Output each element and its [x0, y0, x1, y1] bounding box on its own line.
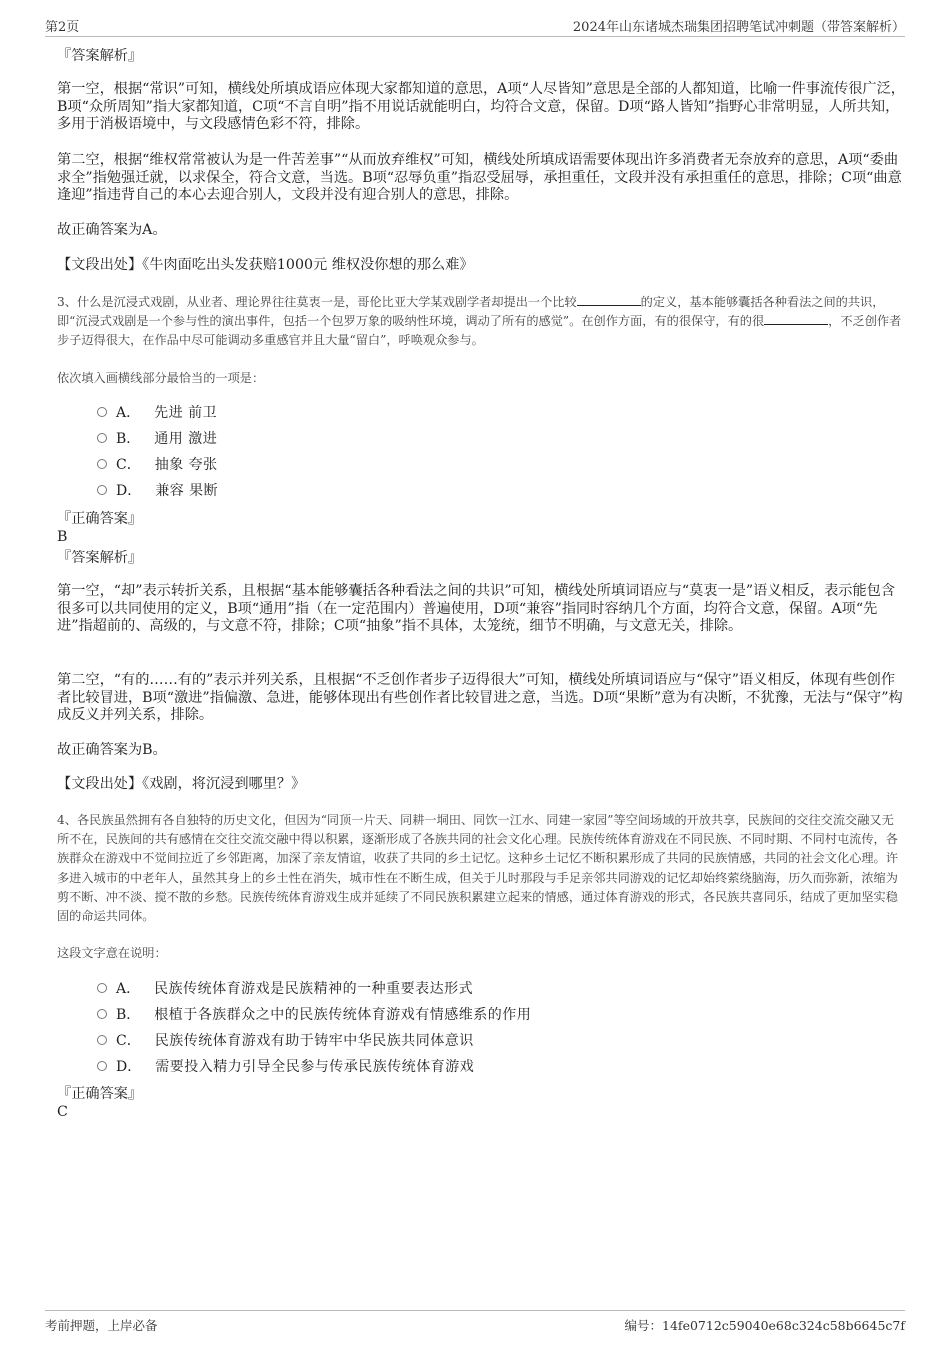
q3-option-a[interactable]: A． 先进 前卫 [97, 404, 217, 422]
radio-icon[interactable] [97, 1061, 107, 1071]
footer-code [625, 1316, 905, 1334]
q3-option-b[interactable]: B． 通用 激进 [97, 430, 217, 448]
radio-icon[interactable] [97, 407, 107, 417]
page-header [45, 14, 905, 37]
q3-stem-part1: 3、什么是沉浸式戏剧，从业者、理论界往往莫衷一是，哥伦比亚大学某戏剧学者却提出一个比较 [57, 295, 577, 309]
q2-analysis-para2: 第二空，根据“维权常常被认为是一件苦差事”“从而放弃维权”可知，横线处所填成语需要体现出许多消费者无奈放弃的意思，A项“委曲求全”指勉强迁就，以求保全，符合文意，当选。B项“忍辱负重”指忍受屈辱，承担重任，文段并没有承担重任的意思，排除；C项“曲意逢迎”指违背自己的本心去迎合别人，文段并没有迎合别人的意思，排除。 [57, 152, 902, 203]
q4-option-b[interactable]: B． 根植于各族群众之中的民族传统体育游戏有情感维系的作用 [97, 1006, 531, 1024]
q3-option-c[interactable]: C． 抽象 夸张 [97, 456, 218, 474]
q3-blank-1 [577, 293, 641, 306]
radio-icon[interactable] [97, 459, 107, 469]
q3-correct-answer: B [57, 529, 68, 545]
q2-conclusion: 故正确答案为A。 [57, 222, 167, 238]
q4-option-c[interactable]: C． 民族传统体育游戏有助于铸牢中华民族共同体意识 [97, 1032, 474, 1050]
page-footer [45, 1310, 905, 1337]
q3-option-d[interactable]: D． 兼容 果断 [97, 482, 218, 500]
q3-stem-part3: ，不乏创作者步子迈得很大，在作品中尽可能调动多重感官并且大量“留白”，呼唤观众参与。 [57, 314, 902, 348]
radio-icon[interactable] [97, 1035, 107, 1045]
radio-icon[interactable] [97, 983, 107, 993]
radio-icon[interactable] [97, 433, 107, 443]
q4-option-a[interactable]: A． 民族传统体育游戏是民族精神的一种重要表达形式 [97, 980, 473, 998]
q3-blank-2 [764, 312, 828, 325]
page-number: 第2页 [45, 20, 80, 35]
footer-code-label: 编号： [624, 1318, 663, 1333]
q3-source: 【文段出处】《戏剧，将沉浸到哪里？》 [57, 776, 306, 792]
footer-slogan: 考前押题，上岸必备 [45, 1318, 158, 1333]
radio-icon[interactable] [97, 485, 107, 495]
q3-analysis-para1: 第一空，“却”表示转折关系，且根据“基本能够囊括各种看法之间的共识”可知，横线处所填词语应与“莫衷一是”语义相反，表示能包含很多可以共同使用的定义，B项“通用”指（在一定范围内）普遍使用，D项“兼容”指同时容纳几个方面，均符合文意，保留。A项“先进”指超前的、高级的，与文意不符，排除；C项“抽象”指不具体，太笼统，细节不明确，与文意无关，排除。 [57, 583, 896, 634]
q3-stem [57, 293, 905, 351]
q2-analysis-para1: 第一空，根据“常识”可知，横线处所填成语应体现大家都知道的意思，A项“人尽皆知”意思是全部的人都知道，比喻一件事流传很广泛，B项“众所周知”指大家都知道，C项“不言自明”指不用说话就能明白，均符合文意，保留。D项“路人皆知”指野心非常明显，人所共知，多用于消极语境中，与文段感情色彩不符，排除。 [57, 81, 905, 132]
q3-analysis-para2: 第二空，“有的……有的”表示并列关系，且根据“不乏创作者步子迈得很大”可知，横线处所填词语应与“保守”语义相反，体现有些创作者比较冒进，B项“激进”指偏激、急进，能够体现出有些创作者比较冒进之意，当选。D项“果断”意为有决断，不犹豫，无法与“保守”构成反义并列关系，排除。 [57, 672, 903, 723]
q3-analysis-label: 『答案解析』 [57, 550, 143, 566]
q2-analysis-label: 『答案解析』 [57, 48, 143, 64]
q4-prompt: 这段文字意在说明： [57, 946, 167, 960]
q3-prompt: 依次填入画横线部分最恰当的一项是： [57, 371, 265, 385]
q4-stem: 4、各民族虽然拥有各自独特的历史文化，但因为“同顶一片天、同耕一垌田、同饮一江水、同建一家园”等空间场域的开放共享，民族间的交往交流交融又无所不在，民族间的共有感情在交往交流交融中得以积累，逐渐形成了各族共同的社会文化心理。民族传统体育游戏在不同民族、不同时期、不同村屯流传，各族群众在游戏中不觉间拉近了乡邻距离，加深了亲友情谊，收获了共同的乡土记忆。这种乡土记忆不断积累形成了共同的民族情感，共同的社会文化心理。许多进入城市的中老年人，虽然其身上的乡土性在消失，城市性在不断生成，但关于儿时那段与手足亲邻共同游戏的记忆却始终萦绕脑海，历久而弥新，浓缩为剪不断、冲不淡、搅不散的乡愁。民族传统体育游戏生成并延续了不同民族积累建立起来的情感，通过体育游戏的形式，各民族共喜同乐，结成了更加坚实稳固的命运共同体。 [57, 813, 898, 924]
document-title: 2024年山东诸城杰瑞集团招聘笔试冲刺题（带答案解析） [572, 20, 905, 35]
q3-stem-part2: 的定义，基本能够囊括各种看法之间的共识，即“沉浸式戏剧是一个参与性的演出事件，包括一个包罗万象的吸纳性环境，调动了所有的感觉”。在创作方面，有的很保守，有的很 [57, 295, 885, 329]
q3-correct-label: 『正确答案』 [57, 511, 143, 527]
radio-icon[interactable] [97, 1009, 107, 1019]
q3-conclusion: 故正确答案为B。 [57, 742, 167, 758]
footer-code-value: 14fe0712c59040e68c324c58b6645c7f [662, 1318, 905, 1333]
q2-source: 【文段出处】《牛肉面吃出头发获赔1000元 维权没你想的那么难》 [57, 257, 474, 273]
q4-correct-answer: C [57, 1104, 68, 1120]
q4-option-d[interactable]: D． 需要投入精力引导全民参与传承民族传统体育游戏 [97, 1058, 474, 1076]
q4-correct-label: 『正确答案』 [57, 1086, 143, 1102]
